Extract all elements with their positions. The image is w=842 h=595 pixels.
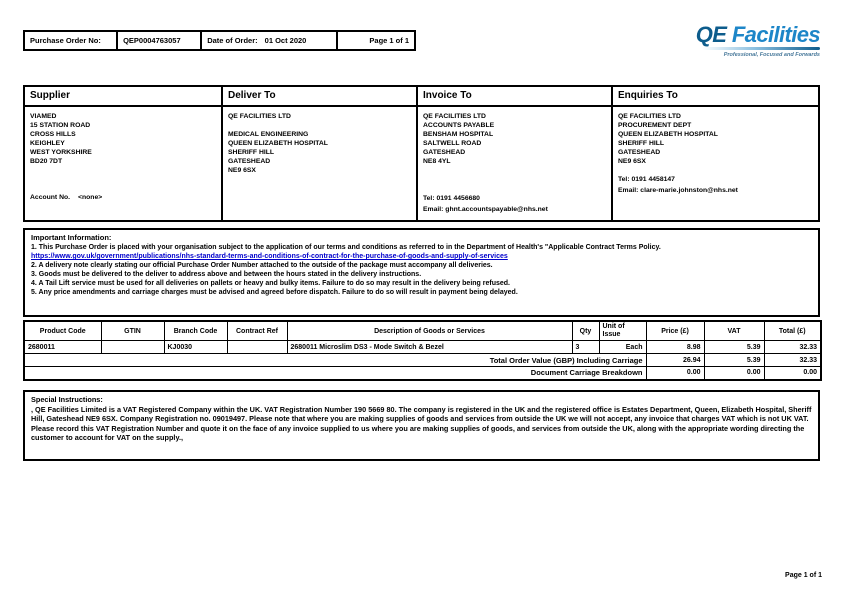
supplier-line: VIAMED [30,113,57,120]
deliver-to-block [221,85,418,222]
cell-unit: Each [599,341,646,354]
account-number-value: <none> [78,194,103,201]
carriage-breakdown-row [24,367,821,380]
col-product-code: Product Code [24,321,101,341]
supplier-address [25,107,221,220]
special-instructions-box [23,390,820,461]
special-instructions-body: , QE Facilities Limited is a VAT Registered Company within the UK. VAT Registration Number 190 5669 80. The company is registered in the UK and the registered office is Estates Department, Queen, Elizabeth Hospital, Sheriff Hill, Gateshead NE9 6SX. Company Registration no. 09019497. Please note that where you are making supplies of goods and services from outside the UK we will not accept, any invoice that charges VAT which is not UK VAT. Please record this VAT Registration Number and quote it on the face of any invoice supplied to us where you are making supplies of goods, and services from outside the UK, along with the appropriate wording directing the customer to account for VAT on the supply., [31,405,812,443]
enquiries-to-tel: Tel: 0191 4458147 [618,176,675,183]
logo-qe-text: QE [695,22,727,47]
enquiries-to-title: Enquiries To [613,87,818,107]
order-date-label: Date of Order: [207,36,258,45]
important-information-box [23,228,820,317]
carriage-breakdown-label: Document Carriage Breakdown [24,367,646,380]
logo-gradient-line [702,47,820,50]
supplier-account-row [30,193,216,202]
table-header-row [24,321,821,341]
col-gtin: GTIN [101,321,164,341]
invoice-to-line: BENSHAM HOSPITAL [423,131,494,138]
po-number-value: QEP0004763057 [116,32,200,49]
col-description: Description of Goods or Services [287,321,572,341]
deliver-to-line [228,121,411,130]
important-info-line-4: 4. A Tail Lift service must be used for all deliveries on pallets or heavy and bulky items. Failure to do so may result in the delivery being refused. [31,280,510,287]
important-info-line-1: 1. This Purchase Order is placed with your organisation subject to the application of our terms and conditions as referred to in the Department of Health's "Applicable Contract Terms Policy. [31,244,661,251]
total-order-label: Total Order Value (GBP) Including Carriage [24,354,646,367]
invoice-to-title: Invoice To [418,87,611,107]
cell-branch-code: KJ0030 [164,341,227,354]
total-order-total: 32.33 [764,354,821,367]
invoice-to-line: GATESHEAD [423,149,466,156]
invoice-to-address [418,107,611,220]
order-date-cell [200,32,336,49]
cell-description: 2680011 Microslim DS3 - Mode Switch & Bezel [287,341,572,354]
enquiries-to-block [611,85,820,222]
line-items-table [23,320,822,381]
enquiries-to-email: Email: clare-marie.johnston@nhs.net [618,187,738,194]
cell-gtin [101,341,164,354]
col-total: Total (£) [764,321,821,341]
po-header-strip [23,30,416,51]
col-unit-of-issue: Unit of Issue [599,321,646,341]
deliver-to-address [223,107,416,220]
cell-product-code: 2680011 [24,341,101,354]
deliver-to-line: QUEEN ELIZABETH HOSPITAL [228,140,328,147]
invoice-to-contact [423,194,606,214]
enquiries-to-line: QE FACILITIES LTD [618,113,681,120]
supplier-line: KEIGHLEY [30,140,65,147]
carriage-total: 0.00 [764,367,821,380]
invoice-to-line: ACCOUNTS PAYABLE [423,122,495,129]
footer-page-indicator: Page 1 of 1 [785,572,822,579]
order-date-value: 01 Oct 2020 [264,36,307,45]
carriage-vat: 0.00 [704,367,764,380]
cell-contract-ref [227,341,287,354]
invoice-to-line: QE FACILITIES LTD [423,113,486,120]
logo-wordmark [696,24,820,46]
important-information-title: Important Information: [31,233,112,242]
col-contract-ref: Contract Ref [227,321,287,341]
supplier-line: CROSS HILLS [30,131,76,138]
enquiries-to-contact [618,175,813,195]
special-instructions-title: Special Instructions: [31,395,103,404]
invoice-to-line: NE8 4YL [423,158,451,165]
terms-link[interactable]: https://www.gov.uk/government/publications/nhs-standard-terms-and-conditions-of-contract-for-the-purchase-of-goods-and-supply-of-services [31,253,508,260]
address-section [23,85,820,222]
line-item-row [24,341,821,354]
enquiries-to-address [613,107,818,220]
col-price: Price (£) [646,321,704,341]
col-vat: VAT [704,321,764,341]
supplier-title: Supplier [25,87,221,107]
carriage-price: 0.00 [646,367,704,380]
enquiries-to-line: GATESHEAD [618,149,661,156]
enquiries-to-line: QUEEN ELIZABETH HOSPITAL [618,131,718,138]
enquiries-to-line: PROCUREMENT DEPT [618,122,692,129]
important-info-line-3: 3. Goods must be delivered to the deliver to address above and between the hours stated in the delivery instructions. [31,271,422,278]
col-qty: Qty [572,321,599,341]
invoice-to-email: Email: ghnt.accountspayable@nhs.net [423,206,548,213]
logo-tagline: Professional, Focused and Forwards [723,52,820,58]
invoice-to-tel: Tel: 0191 4456680 [423,195,480,202]
enquiries-to-line: SHERIFF HILL [618,140,665,147]
account-number-label: Account No. [30,194,71,201]
total-order-row [24,354,821,367]
po-number-label: Purchase Order No: [30,36,101,45]
logo-facilities-text: Facilities [731,22,820,47]
invoice-to-line: SALTWELL ROAD [423,140,482,147]
important-info-line-5: 5. Any price amendments and carriage charges must be advised and agreed before dispatch. Failure to do so will result in payment being delayed. [31,289,518,296]
deliver-to-title: Deliver To [223,87,416,107]
deliver-to-line: SHERIFF HILL [228,149,275,156]
invoice-to-block [416,85,613,222]
supplier-line: WEST YORKSHIRE [30,149,92,156]
supplier-line: 15 STATION ROAD [30,122,91,129]
enquiries-to-line: NE9 6SX [618,158,646,165]
deliver-to-line: QE FACILITIES LTD [228,113,291,120]
total-order-vat: 5.39 [704,354,764,367]
supplier-block [23,85,223,222]
page-indicator: Page 1 of 1 [336,32,414,49]
cell-price: 8.98 [646,341,704,354]
supplier-line: BD20 7DT [30,158,63,165]
qe-facilities-logo [696,24,820,58]
col-branch-code: Branch Code [164,321,227,341]
cell-qty: 3 [572,341,599,354]
deliver-to-line: NE9 6SX [228,167,256,174]
cell-vat: 5.39 [704,341,764,354]
deliver-to-line: GATESHEAD [228,158,271,165]
cell-total: 32.33 [764,341,821,354]
important-info-line-2: 2. A delivery note clearly stating our official Purchase Order Number attached to the outside of the package must accompany all deliveries. [31,262,493,269]
deliver-to-line: MEDICAL ENGINEERING [228,131,309,138]
total-order-price: 26.94 [646,354,704,367]
